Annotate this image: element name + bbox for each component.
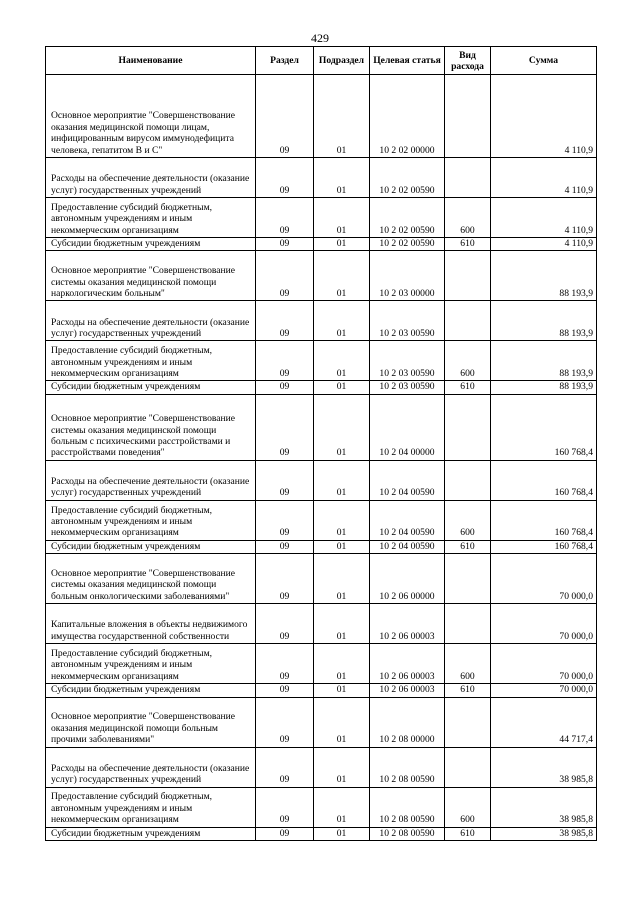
header-sum: Сумма bbox=[491, 47, 597, 75]
table-row bbox=[46, 604, 597, 644]
cell-section: 09 bbox=[256, 684, 314, 697]
cell-target: 10 2 02 00590 bbox=[370, 238, 445, 251]
cell-target: 10 2 06 00003 bbox=[370, 644, 445, 684]
cell-target: 10 2 02 00000 bbox=[370, 75, 445, 158]
cell-kind: 610 bbox=[445, 540, 491, 553]
header-target: Целевая статья bbox=[370, 47, 445, 75]
cell-subsection: 01 bbox=[314, 697, 370, 747]
cell-kind: 600 bbox=[445, 341, 491, 381]
table-row bbox=[46, 238, 597, 251]
cell-sum: 70 000,0 bbox=[491, 604, 597, 644]
cell-name: Основное мероприятие "Совершенствование оказания медицинской помощи лицам, инфицированным вирусом иммунодефицита человека, гепатитом В и С" bbox=[46, 75, 256, 158]
table-row bbox=[46, 827, 597, 840]
cell-target: 10 2 03 00590 bbox=[370, 381, 445, 394]
cell-kind bbox=[445, 604, 491, 644]
cell-name: Предоставление субсидий бюджетным, автономным учреждениям и иным некоммерческим организациям bbox=[46, 787, 256, 827]
cell-sum: 4 110,9 bbox=[491, 198, 597, 238]
cell-sum: 4 110,9 bbox=[491, 158, 597, 198]
cell-subsection: 01 bbox=[314, 341, 370, 381]
header-kind: Вид расхода bbox=[445, 47, 491, 75]
cell-subsection: 01 bbox=[314, 301, 370, 341]
cell-target: 10 2 02 00590 bbox=[370, 158, 445, 198]
cell-sum: 38 985,8 bbox=[491, 747, 597, 787]
cell-target: 10 2 08 00590 bbox=[370, 787, 445, 827]
cell-sum: 38 985,8 bbox=[491, 827, 597, 840]
cell-name: Расходы на обеспечение деятельности (оказание услуг) государственных учреждений bbox=[46, 460, 256, 500]
cell-name: Предоставление субсидий бюджетным, автономным учреждениям и иным некоммерческим организациям bbox=[46, 644, 256, 684]
cell-subsection: 01 bbox=[314, 158, 370, 198]
cell-kind: 600 bbox=[445, 198, 491, 238]
cell-name: Предоставление субсидий бюджетным, автономным учреждениям и иным некоммерческим организациям bbox=[46, 198, 256, 238]
cell-target: 10 2 04 00000 bbox=[370, 394, 445, 460]
cell-kind: 600 bbox=[445, 500, 491, 540]
cell-name: Субсидии бюджетным учреждениям bbox=[46, 381, 256, 394]
table-row bbox=[46, 697, 597, 747]
cell-kind bbox=[445, 460, 491, 500]
cell-kind bbox=[445, 75, 491, 158]
cell-name: Субсидии бюджетным учреждениям bbox=[46, 540, 256, 553]
cell-sum: 38 985,8 bbox=[491, 787, 597, 827]
cell-section: 09 bbox=[256, 747, 314, 787]
cell-kind bbox=[445, 301, 491, 341]
cell-section: 09 bbox=[256, 827, 314, 840]
cell-sum: 160 768,4 bbox=[491, 500, 597, 540]
cell-section: 09 bbox=[256, 341, 314, 381]
cell-sum: 88 193,9 bbox=[491, 381, 597, 394]
cell-kind bbox=[445, 747, 491, 787]
cell-subsection: 01 bbox=[314, 604, 370, 644]
table-row bbox=[46, 341, 597, 381]
table-row bbox=[46, 500, 597, 540]
cell-name: Субсидии бюджетным учреждениям bbox=[46, 238, 256, 251]
cell-section: 09 bbox=[256, 500, 314, 540]
cell-section: 09 bbox=[256, 301, 314, 341]
cell-subsection: 01 bbox=[314, 75, 370, 158]
cell-section: 09 bbox=[256, 251, 314, 301]
cell-target: 10 2 03 00590 bbox=[370, 301, 445, 341]
cell-sum: 160 768,4 bbox=[491, 540, 597, 553]
cell-sum: 4 110,9 bbox=[491, 238, 597, 251]
table-row bbox=[46, 460, 597, 500]
cell-kind bbox=[445, 697, 491, 747]
table-row bbox=[46, 198, 597, 238]
cell-target: 10 2 06 00003 bbox=[370, 684, 445, 697]
cell-name: Основное мероприятие "Совершенствование оказания медицинской помощи больным прочими заболеваниями" bbox=[46, 697, 256, 747]
cell-section: 09 bbox=[256, 75, 314, 158]
cell-name: Основное мероприятие "Совершенствование системы оказания медицинской помощи наркологическим больным" bbox=[46, 251, 256, 301]
cell-section: 09 bbox=[256, 381, 314, 394]
cell-kind bbox=[445, 158, 491, 198]
cell-name: Основное мероприятие "Совершенствование системы оказания медицинской помощи больным онкологическими заболеваниями" bbox=[46, 554, 256, 604]
cell-section: 09 bbox=[256, 697, 314, 747]
cell-subsection: 01 bbox=[314, 827, 370, 840]
cell-name: Субсидии бюджетным учреждениям bbox=[46, 684, 256, 697]
cell-subsection: 01 bbox=[314, 394, 370, 460]
cell-target: 10 2 03 00590 bbox=[370, 341, 445, 381]
table-row bbox=[46, 394, 597, 460]
table-row bbox=[46, 644, 597, 684]
header-name: Наименование bbox=[46, 47, 256, 75]
cell-target: 10 2 06 00003 bbox=[370, 604, 445, 644]
cell-subsection: 01 bbox=[314, 747, 370, 787]
cell-sum: 88 193,9 bbox=[491, 341, 597, 381]
cell-name: Капитальные вложения в объекты недвижимого имущества государственной собственности bbox=[46, 604, 256, 644]
cell-target: 10 2 08 00000 bbox=[370, 697, 445, 747]
cell-sum: 160 768,4 bbox=[491, 394, 597, 460]
cell-target: 10 2 08 00590 bbox=[370, 747, 445, 787]
cell-section: 09 bbox=[256, 787, 314, 827]
cell-subsection: 01 bbox=[314, 554, 370, 604]
table-row bbox=[46, 75, 597, 158]
table-row bbox=[46, 787, 597, 827]
cell-sum: 4 110,9 bbox=[491, 75, 597, 158]
cell-section: 09 bbox=[256, 540, 314, 553]
table-row bbox=[46, 301, 597, 341]
cell-kind: 610 bbox=[445, 381, 491, 394]
cell-kind bbox=[445, 251, 491, 301]
cell-name: Основное мероприятие "Совершенствование системы оказания медицинской помощи больным с психическими расстройствами и расстройствами поведения" bbox=[46, 394, 256, 460]
cell-kind: 600 bbox=[445, 787, 491, 827]
cell-target: 10 2 04 00590 bbox=[370, 460, 445, 500]
table-row bbox=[46, 540, 597, 553]
cell-sum: 70 000,0 bbox=[491, 684, 597, 697]
cell-name: Расходы на обеспечение деятельности (оказание услуг) государственных учреждений bbox=[46, 301, 256, 341]
cell-section: 09 bbox=[256, 238, 314, 251]
cell-section: 09 bbox=[256, 644, 314, 684]
cell-subsection: 01 bbox=[314, 198, 370, 238]
cell-name: Предоставление субсидий бюджетным, автономным учреждениям и иным некоммерческим организациям bbox=[46, 500, 256, 540]
page-number: 429 bbox=[311, 31, 329, 45]
cell-sum: 160 768,4 bbox=[491, 460, 597, 500]
cell-name: Предоставление субсидий бюджетным, автономным учреждениям и иным некоммерческим организациям bbox=[46, 341, 256, 381]
cell-subsection: 01 bbox=[314, 251, 370, 301]
cell-kind bbox=[445, 554, 491, 604]
table-row bbox=[46, 158, 597, 198]
table-row bbox=[46, 251, 597, 301]
table-row bbox=[46, 684, 597, 697]
cell-name: Расходы на обеспечение деятельности (оказание услуг) государственных учреждений bbox=[46, 158, 256, 198]
cell-section: 09 bbox=[256, 394, 314, 460]
cell-section: 09 bbox=[256, 554, 314, 604]
cell-name: Расходы на обеспечение деятельности (оказание услуг) государственных учреждений bbox=[46, 747, 256, 787]
cell-kind: 610 bbox=[445, 684, 491, 697]
cell-kind bbox=[445, 394, 491, 460]
cell-subsection: 01 bbox=[314, 540, 370, 553]
cell-subsection: 01 bbox=[314, 381, 370, 394]
budget-table bbox=[45, 46, 597, 841]
cell-subsection: 01 bbox=[314, 644, 370, 684]
cell-sum: 70 000,0 bbox=[491, 554, 597, 604]
cell-section: 09 bbox=[256, 604, 314, 644]
cell-subsection: 01 bbox=[314, 460, 370, 500]
cell-sum: 88 193,9 bbox=[491, 251, 597, 301]
table-row bbox=[46, 381, 597, 394]
cell-section: 09 bbox=[256, 460, 314, 500]
table-header bbox=[46, 47, 597, 75]
cell-kind: 600 bbox=[445, 644, 491, 684]
cell-target: 10 2 02 00590 bbox=[370, 198, 445, 238]
table-row bbox=[46, 747, 597, 787]
header-section: Раздел bbox=[256, 47, 314, 75]
cell-section: 09 bbox=[256, 158, 314, 198]
cell-name: Субсидии бюджетным учреждениям bbox=[46, 827, 256, 840]
cell-target: 10 2 03 00000 bbox=[370, 251, 445, 301]
cell-section: 09 bbox=[256, 198, 314, 238]
cell-subsection: 01 bbox=[314, 500, 370, 540]
table-body bbox=[46, 75, 597, 841]
cell-kind: 610 bbox=[445, 827, 491, 840]
cell-subsection: 01 bbox=[314, 684, 370, 697]
cell-sum: 44 717,4 bbox=[491, 697, 597, 747]
cell-kind: 610 bbox=[445, 238, 491, 251]
cell-target: 10 2 04 00590 bbox=[370, 540, 445, 553]
header-subsection: Подраздел bbox=[314, 47, 370, 75]
cell-sum: 70 000,0 bbox=[491, 644, 597, 684]
cell-target: 10 2 04 00590 bbox=[370, 500, 445, 540]
table-row bbox=[46, 554, 597, 604]
cell-subsection: 01 bbox=[314, 238, 370, 251]
cell-subsection: 01 bbox=[314, 787, 370, 827]
cell-target: 10 2 06 00000 bbox=[370, 554, 445, 604]
cell-sum: 88 193,9 bbox=[491, 301, 597, 341]
cell-target: 10 2 08 00590 bbox=[370, 827, 445, 840]
